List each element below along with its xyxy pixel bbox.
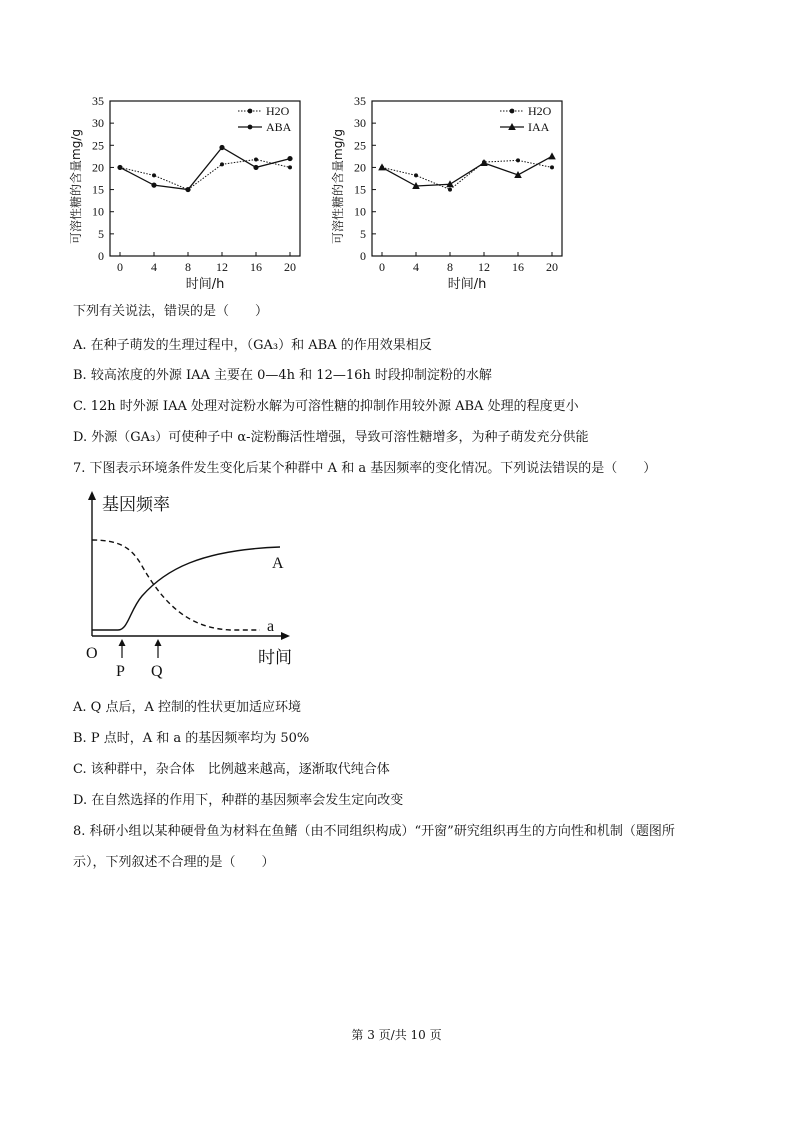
- x-tick-label: 8: [185, 260, 191, 274]
- q7-stem: 7. 下图表示环境条件发生变化后某个种群中 A 和 a 基因频率的变化情况。下列说法错误的是（ ）: [73, 461, 657, 476]
- y-tick-label: 30: [354, 116, 366, 131]
- y-tick-label: 20: [92, 160, 104, 175]
- y-axis-label: 可溶性糖的含量mg/g: [331, 129, 345, 244]
- data-point-aba: [253, 165, 258, 170]
- legend-marker-h2o: [248, 109, 253, 114]
- legend-label-aba: ABA: [266, 120, 292, 134]
- y-tick-label: 25: [354, 138, 366, 153]
- q8-stem-line2: 示），下列叙述不合理的是（ ）: [73, 855, 275, 870]
- data-point-aba: [151, 183, 156, 188]
- y-tick-label: 10: [92, 204, 104, 219]
- series-line-aba: [120, 148, 290, 190]
- chart-water-vs-iaa: [322, 90, 582, 300]
- data-point-aba: [117, 165, 122, 170]
- y-tick-label: 0: [360, 249, 366, 263]
- y-tick-label: 0: [98, 249, 104, 263]
- x-tick-label: 16: [250, 260, 262, 274]
- point-P-label: P: [116, 663, 125, 680]
- x-axis-label: 时间: [258, 648, 292, 668]
- y-tick-label: 5: [360, 226, 366, 241]
- page-footer: 第 3 页/共 10 页: [351, 1028, 442, 1042]
- data-point-h2o: [550, 165, 554, 169]
- data-point-h2o: [152, 173, 156, 177]
- y-axis-label: 基因频率: [102, 495, 170, 515]
- y-tick-label: 30: [92, 116, 104, 131]
- legend-label-h2o: H2O: [266, 104, 290, 118]
- origin-label: O: [86, 645, 98, 662]
- curve-a-label: a: [267, 618, 275, 635]
- x-tick-label: 12: [216, 260, 228, 274]
- data-point-iaa: [378, 163, 386, 170]
- y-axis-label: 可溶性糖的含量mg/g: [69, 129, 83, 244]
- x-tick-label: 12: [478, 260, 490, 274]
- data-point-h2o: [516, 158, 520, 162]
- q7-option-b: B. P 点时，A 和 a 的基因频率均为 50%: [73, 731, 310, 746]
- x-axis-label: 时间/h: [447, 277, 487, 292]
- q6-option-a: A. 在种子萌发的生理过程中，（GA₃）和 ABA 的作用效果相反: [73, 338, 432, 353]
- curve-a: [92, 540, 260, 630]
- x-tick-label: 16: [512, 260, 524, 274]
- data-point-h2o: [288, 165, 292, 169]
- legend-marker-h2o: [510, 109, 515, 114]
- q7-option-d: D. 在自然选择的作用下，种群的基因频率会发生定向改变: [73, 793, 404, 808]
- curve-A: [92, 547, 280, 630]
- y-tick-label: 15: [354, 182, 366, 197]
- y-tick-label: 15: [92, 182, 104, 197]
- gene-frequency-diagram: [80, 488, 310, 684]
- x-tick-label: 4: [413, 260, 419, 274]
- x-axis-arrow: [281, 632, 290, 640]
- q6-stem: 下列有关说法，错误的是（ ）: [73, 304, 269, 319]
- x-tick-label: 20: [284, 260, 296, 274]
- data-point-aba: [185, 187, 190, 192]
- x-tick-label: 8: [447, 260, 453, 274]
- q7-option-a: A. Q 点后，A 控制的性状更加适应环境: [73, 700, 301, 715]
- data-point-h2o: [254, 157, 258, 161]
- legend-marker-aba: [248, 125, 253, 130]
- q7-option-c: C. 该种群中，杂合体 比例越来越高，逐渐取代纯合体: [73, 762, 390, 777]
- q8-stem-line1: 8. 科研小组以某种硬骨鱼为材料在鱼鳍（由不同组织构成）“开窗”研究组织再生的方向性和机制（题图所: [73, 824, 675, 839]
- y-tick-label: 35: [354, 94, 366, 108]
- x-tick-label: 20: [546, 260, 558, 274]
- y-tick-label: 35: [92, 94, 104, 108]
- x-axis-label: 时间/h: [185, 277, 225, 292]
- data-point-h2o: [414, 173, 418, 177]
- chart-water-vs-aba: [60, 90, 320, 300]
- data-point-h2o: [448, 188, 452, 192]
- legend-label-iaa: IAA: [528, 120, 550, 134]
- data-point-iaa: [548, 152, 556, 159]
- data-point-aba: [219, 145, 224, 150]
- q6-option-c: C. 12h 时外源 IAA 处理对淀粉水解为可溶性糖的抑制作用较外源 ABA 处理的程度更小: [73, 399, 579, 414]
- series-line-h2o: [120, 159, 290, 189]
- data-point-iaa: [480, 159, 488, 166]
- y-tick-label: 25: [92, 138, 104, 153]
- y-axis-arrow: [88, 491, 96, 500]
- x-tick-label: 0: [117, 260, 123, 274]
- q6-option-b: B. 较高浓度的外源 IAA 主要在 0—4h 和 12—16h 时段抑制淀粉的水解: [73, 368, 492, 383]
- x-tick-label: 0: [379, 260, 385, 274]
- legend-label-h2o: H2O: [528, 104, 552, 118]
- data-point-h2o: [220, 162, 224, 166]
- x-tick-label: 4: [151, 260, 157, 274]
- point-Q-label: Q: [151, 663, 163, 680]
- data-point-aba: [287, 156, 292, 161]
- series-line-iaa: [382, 156, 552, 186]
- y-tick-label: 10: [354, 204, 366, 219]
- y-tick-label: 20: [354, 160, 366, 175]
- curve-A-label: A: [272, 555, 284, 572]
- y-tick-label: 5: [98, 226, 104, 241]
- series-line-h2o: [382, 160, 552, 189]
- q6-option-d: D. 外源（GA₃）可使种子中 α-淀粉酶活性增强，导致可溶性糖增多，为种子萌发充分供能: [73, 430, 589, 445]
